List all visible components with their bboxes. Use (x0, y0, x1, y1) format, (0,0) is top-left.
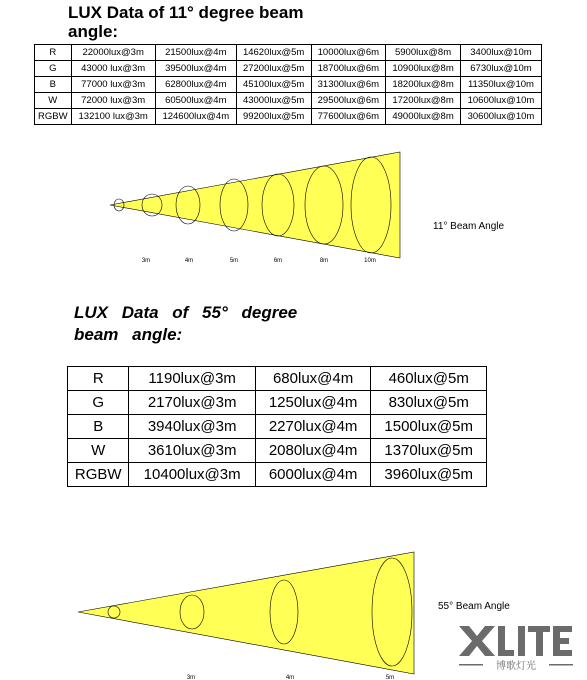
lux-value-cell: 43000 lux@3m (71, 61, 155, 77)
lux-value-cell: 62800lux@4m (155, 77, 236, 93)
lux-value-cell: 1250lux@4m (255, 391, 371, 415)
lux-value-cell: 14620lux@5m (236, 45, 311, 61)
lux-value-cell: 6000lux@4m (255, 463, 371, 487)
lux-value-cell: 3400lux@10m (460, 45, 541, 61)
table-row (35, 77, 542, 93)
logo-e-top (553, 626, 572, 632)
beam-cone-11-degree (110, 152, 400, 258)
color-channel-cell: G (68, 391, 129, 415)
lux-value-cell: 43000lux@5m (236, 93, 311, 109)
lux-value-cell: 830lux@5m (371, 391, 487, 415)
table-row (68, 415, 487, 439)
lux-value-cell: 1500lux@5m (371, 415, 487, 439)
table-row (35, 45, 542, 61)
logo-rule-left (459, 664, 483, 666)
color-channel-cell: B (35, 77, 72, 93)
lux-value-cell: 3960lux@5m (371, 463, 487, 487)
distance-label: 6m (273, 258, 283, 264)
beam-caption-55: 55° Beam Angle (438, 601, 510, 612)
lux-table-55-degree (67, 366, 487, 487)
lux-value-cell: 11350lux@10m (460, 77, 541, 93)
section2-title: LUX Data of 55° degree beam angle: (74, 303, 298, 344)
lux-value-cell: 460lux@5m (371, 367, 487, 391)
color-channel-cell: W (68, 439, 129, 463)
lux-value-cell: 99200lux@5m (236, 109, 311, 125)
logo-subtitle: 博歌灯光 (496, 661, 536, 672)
lux-value-cell: 132100 lux@3m (71, 109, 155, 125)
table-row (68, 463, 487, 487)
distance-label: 10m (364, 258, 376, 264)
logo-e-mid (553, 638, 569, 644)
table-row (35, 109, 542, 125)
distance-label: 3m (186, 675, 196, 680)
lux-value-cell: 3940lux@3m (129, 415, 255, 439)
lux-value-cell: 6730lux@10m (460, 61, 541, 77)
lux-value-cell: 124600lux@4m (155, 109, 236, 125)
color-channel-cell: RGBW (35, 109, 72, 125)
distance-label: 4m (285, 675, 295, 680)
color-channel-cell: B (68, 415, 129, 439)
color-channel-cell: R (35, 45, 72, 61)
lux-value-cell: 2170lux@3m (129, 391, 255, 415)
logo-l-foot (498, 650, 514, 656)
beam-caption-11: 11° Beam Angle (433, 221, 505, 232)
lux-value-cell: 60500lux@4m (155, 93, 236, 109)
distance-label: 3m (141, 258, 151, 264)
lux-value-cell: 10600lux@10m (460, 93, 541, 109)
beam-diagram-55-degree (70, 548, 430, 680)
table-row (35, 61, 542, 77)
lux-value-cell: 5900lux@8m (386, 45, 461, 61)
lux-value-cell: 39500lux@4m (155, 61, 236, 77)
lux-value-cell: 72000 lux@3m (71, 93, 155, 109)
table-row (68, 367, 487, 391)
lux-value-cell: 29500lux@6m (311, 93, 386, 109)
lux-value-cell: 22000lux@3m (71, 45, 155, 61)
color-channel-cell: R (68, 367, 129, 391)
lux-value-cell: 10000lux@6m (311, 45, 386, 61)
lux-value-cell: 77000 lux@3m (71, 77, 155, 93)
lux-value-cell: 2270lux@4m (255, 415, 371, 439)
lux-value-cell: 1190lux@3m (129, 367, 255, 391)
xlite-logo (455, 622, 577, 672)
lux-value-cell: 31300lux@6m (311, 77, 386, 93)
beam-cone-55-degree (78, 552, 414, 674)
logo-x-shape (459, 626, 495, 656)
distance-label: 5m (229, 258, 239, 264)
logo-i (518, 626, 525, 656)
lux-value-cell: 45100lux@5m (236, 77, 311, 93)
lux-value-cell: 1370lux@5m (371, 439, 487, 463)
lux-value-cell: 10900lux@8m (386, 61, 461, 77)
lux-value-cell: 17200lux@8m (386, 93, 461, 109)
lux-value-cell: 18200lux@8m (386, 77, 461, 93)
lux-value-cell: 680lux@4m (255, 367, 371, 391)
table-row (68, 391, 487, 415)
lux-value-cell: 2080lux@4m (255, 439, 371, 463)
lux-value-cell: 21500lux@4m (155, 45, 236, 61)
lux-value-cell: 77600lux@6m (311, 109, 386, 125)
lux-value-cell: 30600lux@10m (460, 109, 541, 125)
distance-label: 8m (319, 258, 329, 264)
logo-t-stem (536, 626, 543, 656)
lux-value-cell: 18700lux@6m (311, 61, 386, 77)
color-channel-cell: RGBW (68, 463, 129, 487)
table-row (68, 439, 487, 463)
table-row (35, 93, 542, 109)
distance-label: 4m (184, 258, 194, 264)
logo-rule-right (549, 664, 573, 666)
lux-value-cell: 10400lux@3m (129, 463, 255, 487)
lux-table-11-degree (34, 44, 542, 125)
distance-label: 5m (385, 675, 395, 680)
beam-diagram-11-degree (100, 150, 440, 270)
color-channel-cell: G (35, 61, 72, 77)
lux-value-cell: 27200lux@5m (236, 61, 311, 77)
section1-title: LUX Data of 11° degree beam angle: (68, 3, 304, 41)
lux-value-cell: 49000lux@8m (386, 109, 461, 125)
logo-e-bottom (553, 650, 572, 656)
color-channel-cell: W (35, 93, 72, 109)
lux-value-cell: 3610lux@3m (129, 439, 255, 463)
